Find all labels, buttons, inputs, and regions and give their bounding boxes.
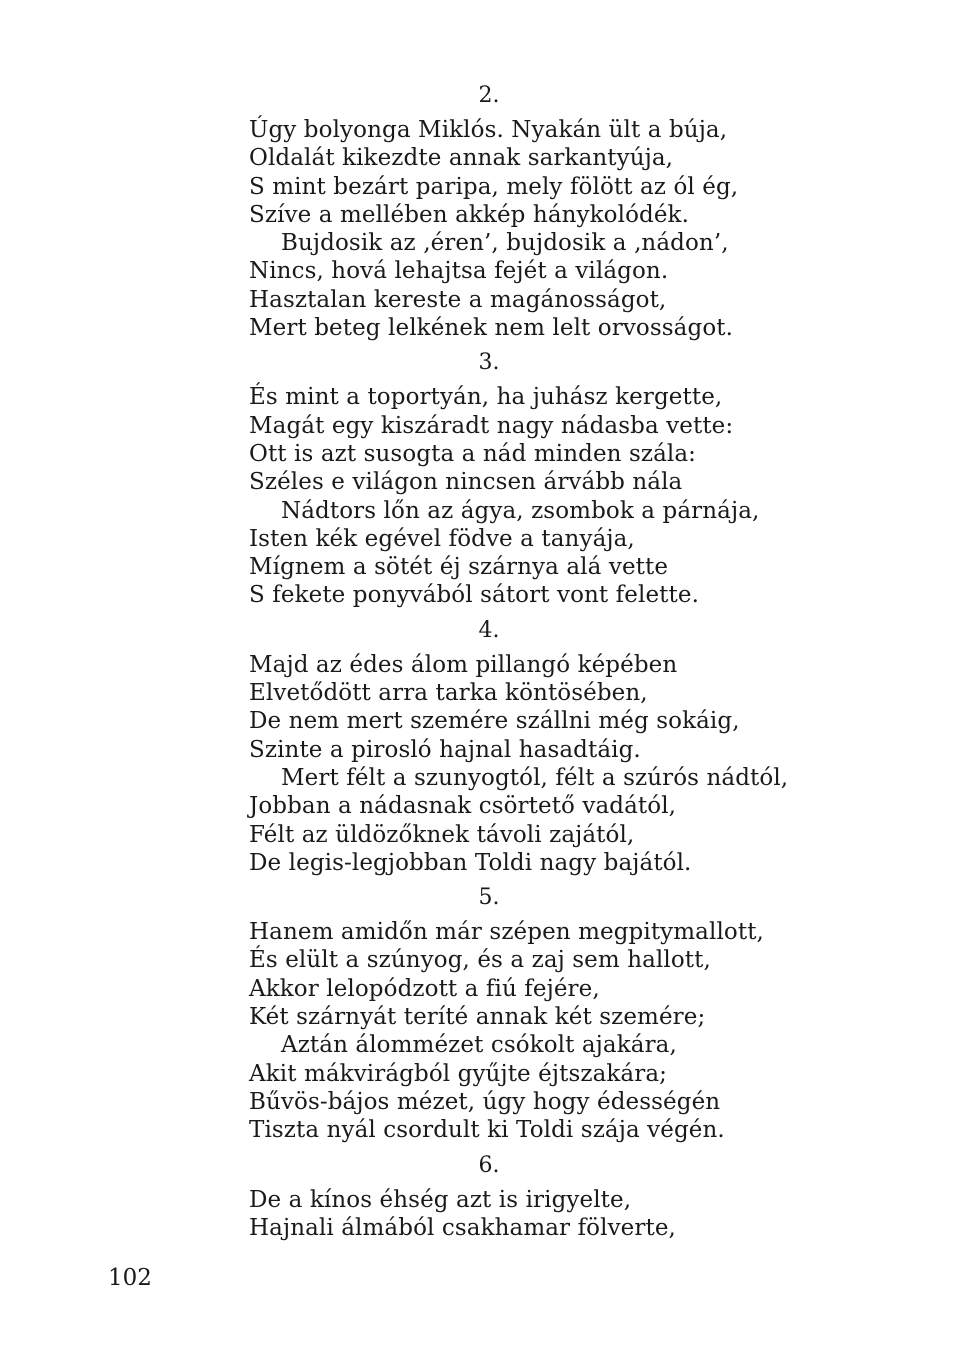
verse-line: Mert félt a szunyogtól, félt a szúrós nádtól,	[281, 764, 789, 791]
verse-line: Magát egy kiszáradt nagy nádasba vette:	[249, 412, 734, 439]
verse-line: Félt az üldözőknek távoli zajától,	[249, 821, 635, 848]
page-number: 102	[108, 1265, 152, 1291]
verse-line: Két szárnyát teríté annak két szemére;	[249, 1004, 706, 1031]
verse-line: Oldalát kikezdte annak sarkantyúja,	[249, 145, 674, 172]
verse-line: Szíve a mellében akkép hánykolódék.	[249, 201, 690, 228]
verse-line: Mert beteg lelkének nem lelt orvosságot.	[249, 315, 734, 342]
verse-line: Ott is azt susogta a nád minden szála:	[249, 440, 697, 467]
verse-line: Isten kék egével födve a tanyája,	[249, 525, 635, 552]
verse-line: Aztán álommézet csókolt ajakára,	[281, 1032, 677, 1059]
verse-line: És elült a szúnyog, és a zaj sem hallott,	[249, 947, 711, 974]
verse-line: Szinte a pirosló hajnal hasadtáig.	[249, 736, 641, 763]
verse-line: De nem mert szemére szállni még sokáig,	[249, 708, 740, 735]
verse-line: Széles e világon nincsen árvább nála	[249, 469, 683, 496]
stanza-6	[249, 1186, 809, 1243]
stanza-2	[249, 116, 809, 342]
poem-text	[249, 81, 809, 1248]
verse-line: Elvetődött arra tarka köntösében,	[249, 680, 648, 707]
stanza-number: 3.	[478, 350, 500, 376]
verse-line: Akkor lelopódzott a fiú fejére,	[249, 975, 600, 1002]
verse-line: Úgy bolyonga Miklós. Nyakán ült a búja,	[249, 117, 728, 143]
stanza-number: 5.	[478, 885, 500, 911]
stanza-5	[249, 918, 809, 1144]
verse-line: Hanem amidőn már szépen megpitymallott,	[249, 919, 764, 946]
stanza-4	[249, 651, 809, 877]
verse-line: De a kínos éhség azt is irigyelte,	[249, 1186, 632, 1213]
verse-line: Majd az édes álom pillangó képében	[249, 651, 678, 678]
verse-line: Jobban a nádasnak csörtető vadától,	[249, 793, 677, 820]
verse-line: De legis-legjobban Toldi nagy bajától.	[249, 849, 692, 876]
stanza-number: 2.	[478, 83, 500, 108]
verse-line: Tiszta nyál csordult ki Toldi szája végén.	[249, 1117, 725, 1144]
stanza-number: 4.	[478, 617, 500, 643]
verse-line: És mint a toportyán, ha juhász kergette,	[249, 384, 723, 411]
stanza-number: 6.	[478, 1152, 500, 1178]
verse-line: Nádtors lőn az ágya, zsombok a párnája,	[281, 497, 760, 524]
verse-line: S fekete ponyvából sátort vont felette.	[249, 582, 699, 609]
verse-line: Nincs, hová lehajtsa fejét a világon.	[249, 258, 669, 285]
stanza-3	[249, 383, 809, 609]
verse-line: Mígnem a sötét éj szárnya alá vette	[249, 554, 669, 581]
verse-line: S mint bezárt paripa, mely fölött az ól ég,	[249, 173, 739, 200]
verse-line: Bujdosik az ‚éren’, bujdosik a ‚nádon’,	[281, 230, 729, 257]
verse-line: Bűvös-bájos mézet, úgy hogy édességén	[249, 1088, 721, 1115]
verse-line: Hasztalan kereste a magánosságot,	[249, 286, 667, 313]
verse-line: Hajnali álmából csakhamar fölverte,	[249, 1214, 676, 1241]
verse-line: Akit mákvirágból gyűjte éjtszakára;	[249, 1060, 667, 1087]
